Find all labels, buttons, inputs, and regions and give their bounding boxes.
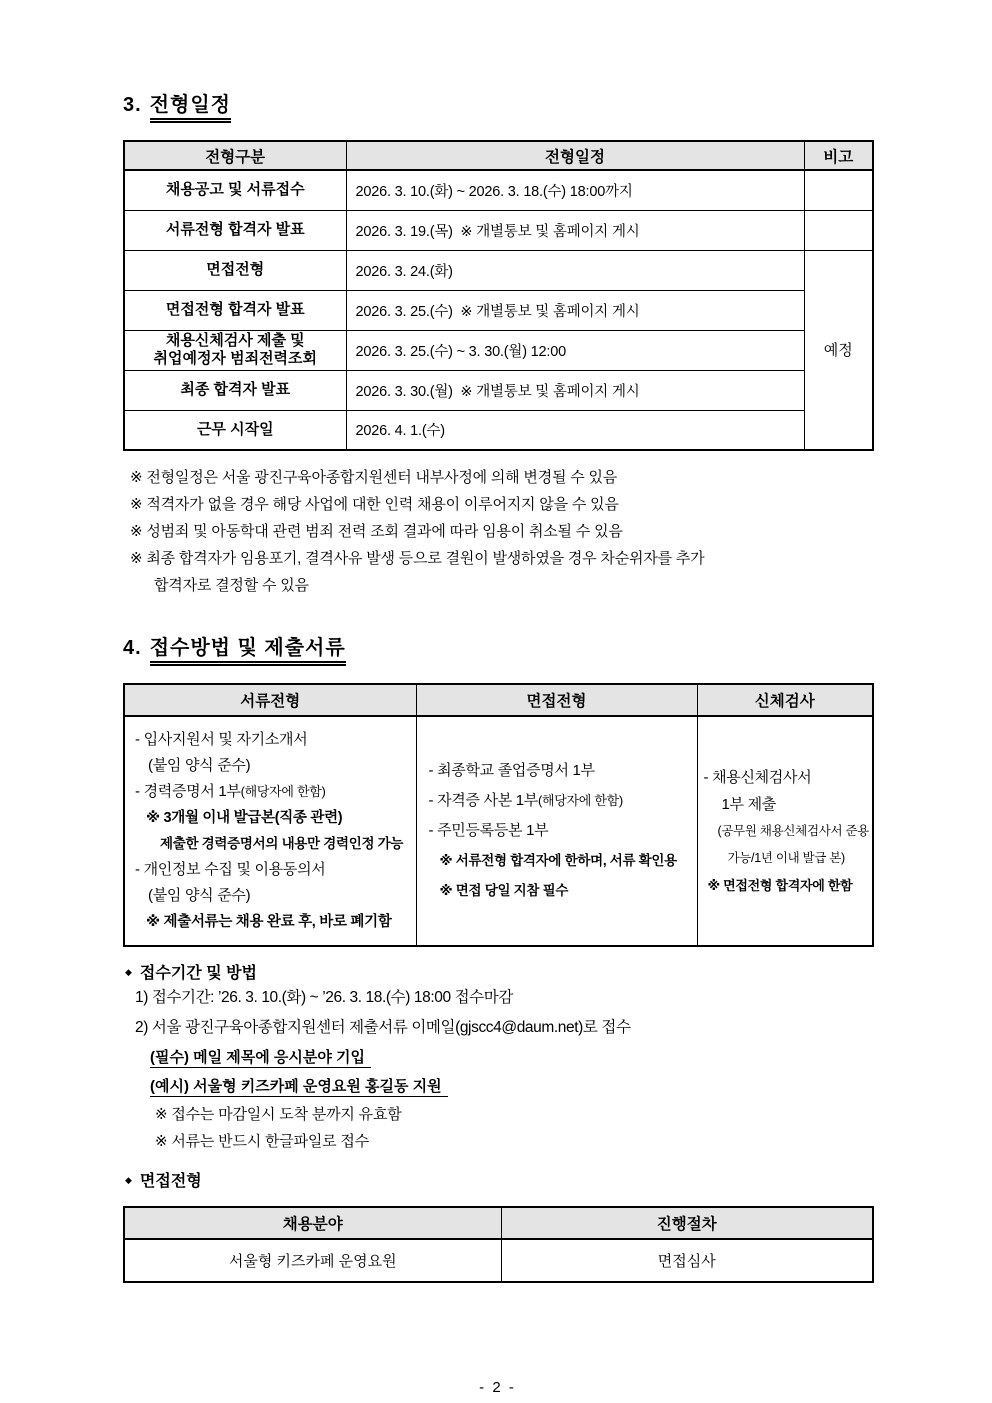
schedule-date-cell: 2026. 3. 25.(수) ~ 3. 30.(월) 12:00	[346, 330, 804, 370]
schedule-remark-cell	[804, 210, 873, 250]
bullet-diamond-icon: ◆	[125, 967, 132, 977]
interview-field-cell: 서울형 키즈카페 운영요원	[124, 1239, 501, 1282]
list-item: - 경력증명서 1부(해당자에 한함)	[135, 783, 326, 800]
list-item: - 주민등록등본 1부	[428, 822, 549, 839]
list-item: - 입사지원서 및 자기소개서	[135, 731, 308, 748]
schedule-remark-cell	[804, 170, 873, 210]
schedule-date-cell: 2026. 3. 19.(목) ※ 개별통보 및 홈페이지 게시	[346, 210, 804, 250]
table-row	[124, 370, 873, 410]
schedule-category-cell: 면접전형	[124, 250, 346, 290]
interview-header-procedure: 진행절차	[501, 1207, 873, 1239]
table-row	[124, 716, 873, 946]
schedule-note: ※ 전형일정은 서울 광진구육아종합지원센터 내부사정에 의해 변경될 수 있음	[130, 469, 618, 486]
interview-header-row	[124, 1207, 873, 1239]
schedule-note-continuation: 합격자로 결정할 수 있음	[154, 577, 309, 594]
list-item: 제출한 경력증명서의 내용만 경력인정 가능	[160, 836, 404, 851]
list-item: - 최종학교 졸업증명서 1부	[428, 762, 595, 779]
table-row	[124, 330, 873, 370]
list-item: ※ 서류전형 합격자에 한하며, 서류 확인용	[439, 853, 677, 868]
section-4-title: 접수방법 및 제출서류	[150, 637, 346, 666]
section-4-number: 4.	[123, 637, 142, 659]
schedule-date-cell: 2026. 3. 10.(화) ~ 2026. 3. 18.(수) 18:00까지	[346, 170, 804, 210]
schedule-category-cell: 근무 시작일	[124, 410, 346, 450]
section-3-heading	[123, 88, 872, 117]
list-item: - 자격증 사본 1부(해당자에 한함)	[428, 792, 623, 809]
reception-note: ※ 접수는 마감일시 도착 분까지 유효함	[155, 1106, 402, 1123]
list-item: (붙임 양식 준수)	[148, 757, 251, 774]
documents-header-screening: 서류전형	[124, 684, 416, 716]
table-row	[124, 250, 873, 290]
schedule-header-schedule: 전형일정	[346, 141, 804, 170]
list-item: - 개인정보 수집 및 이용동의서	[135, 861, 326, 878]
schedule-header-remark: 비고	[804, 141, 873, 170]
reception-period-item: 1) 접수기간: ’26. 3. 10.(화) ~ ’26. 3. 18.(수) 18:00 접수마감	[135, 989, 513, 1006]
documents-header-row	[124, 684, 873, 716]
table-row	[124, 170, 873, 210]
reception-heading	[123, 960, 872, 983]
schedule-note: ※ 적격자가 없을 경우 해당 사업에 대한 인력 채용이 이루어지지 않을 수 있음	[130, 496, 619, 513]
schedule-date-cell: 2026. 3. 24.(화)	[346, 250, 804, 290]
schedule-note: ※ 최종 합격자가 임용포기, 결격사유 발생 등으로 결원이 발생하였을 경우 차순위자를 추가	[130, 550, 705, 567]
table-row	[124, 410, 873, 450]
reception-example-line: (예시) 서울형 키즈카페 운영요원 홍길동 지원	[150, 1072, 872, 1101]
reception-heading-label: 접수기간 및 방법	[139, 965, 258, 982]
interview-table	[123, 1206, 874, 1283]
schedule-category-cell: 면접전형 합격자 발표	[124, 290, 346, 330]
documents-screening-cell	[124, 716, 416, 946]
section-3-title: 전형일정	[150, 94, 231, 123]
list-item: ※ 면접 당일 지참 필수	[439, 883, 569, 898]
documents-header-physical: 신체검사	[697, 684, 873, 716]
table-row	[124, 1239, 873, 1282]
schedule-notes	[123, 464, 872, 599]
schedule-header-row	[124, 141, 873, 170]
reception-required-line: (필수) 메일 제목에 응시분야 기입	[150, 1043, 872, 1072]
table-row	[124, 290, 873, 330]
schedule-header-category: 전형구분	[124, 141, 346, 170]
schedule-category-cell: 서류전형 합격자 발표	[124, 210, 346, 250]
table-row	[124, 210, 873, 250]
schedule-note: ※ 성범죄 및 아동학대 관련 범죄 전력 조회 결과에 따라 임용이 취소될 수 있음	[130, 523, 623, 540]
section-4-heading	[123, 631, 872, 660]
list-item: 가능/1년 이내 발급 본)	[727, 850, 845, 865]
bullet-diamond-icon: ◆	[125, 1175, 132, 1185]
schedule-remark-merged-cell: 예정	[804, 250, 873, 450]
page-number: - 2 -	[479, 1379, 516, 1396]
schedule-category-line1: 채용신체검사 제출 및	[165, 332, 305, 349]
schedule-category-cell: 채용공고 및 서류접수	[124, 170, 346, 210]
interview-header-field: 채용분야	[124, 1207, 501, 1239]
section-3-number: 3.	[123, 94, 142, 116]
documents-table	[123, 683, 874, 947]
list-item: ※ 제출서류는 채용 완료 후, 바로 폐기함	[146, 914, 392, 930]
list-item: (붙임 양식 준수)	[148, 887, 251, 904]
list-item: ※ 면접전형 합격자에 한함	[707, 877, 853, 893]
schedule-date-cell: 2026. 3. 25.(수) ※ 개별통보 및 홈페이지 게시	[346, 290, 804, 330]
list-item: - 채용신체검사서	[703, 768, 812, 786]
schedule-category-cell: 최종 합격자 발표	[124, 370, 346, 410]
interview-procedure-cell: 면접심사	[501, 1239, 873, 1282]
list-item: ※ 3개월 이내 발급본(직종 관련)	[146, 810, 343, 826]
schedule-table	[123, 140, 874, 451]
reception-email-item: 2) 서울 광진구육아종합지원센터 제출서류 이메일(gjscc4@daum.net)로 접수	[135, 1019, 631, 1036]
interview-heading-label: 면접전형	[139, 1173, 202, 1190]
schedule-date-cell: 2026. 4. 1.(수)	[346, 410, 804, 450]
schedule-category-line2: 취업예정자 범죄전력조회	[153, 350, 318, 367]
list-item: 1부 제출	[721, 795, 776, 813]
documents-physical-cell	[697, 716, 873, 946]
reception-note: ※ 서류는 반드시 한글파일로 접수	[155, 1133, 370, 1150]
list-item: (공무원 채용신체검사서 준용	[717, 823, 870, 838]
documents-interview-cell	[416, 716, 697, 946]
schedule-date-cell: 2026. 3. 30.(월) ※ 개별통보 및 홈페이지 게시	[346, 370, 804, 410]
interview-heading	[123, 1168, 872, 1191]
documents-header-interview: 면접전형	[416, 684, 697, 716]
schedule-category-cell	[124, 330, 346, 370]
